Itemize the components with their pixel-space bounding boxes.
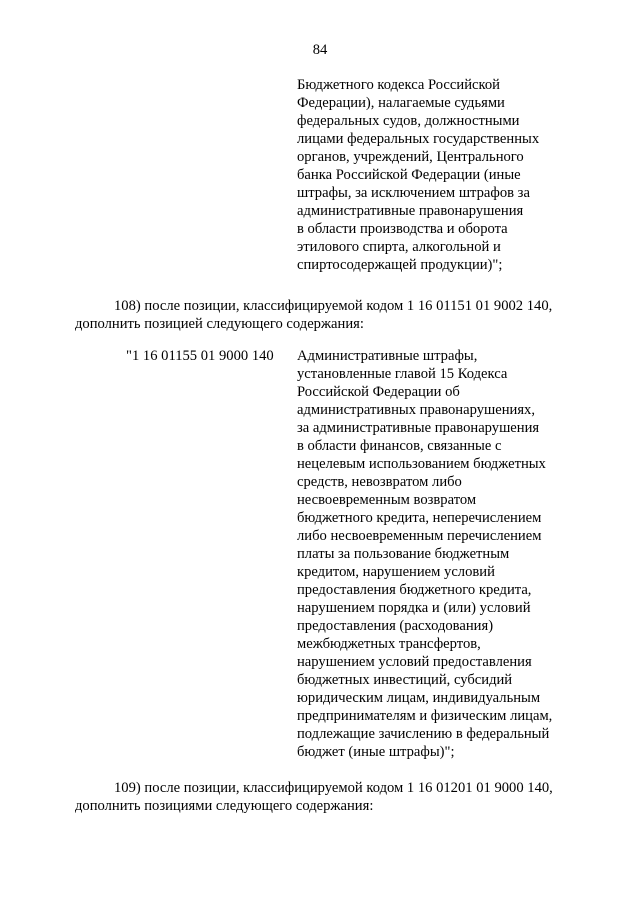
- text-line: бюджетного кредита, неперечислением: [297, 510, 542, 526]
- text-line: банка Российской Федерации (иные: [297, 167, 521, 183]
- text-line: платы за пользование бюджетным: [297, 546, 510, 562]
- text-line: либо несвоевременным перечислением: [297, 528, 542, 544]
- text-line: административные правонарушения: [297, 203, 524, 219]
- text-line: органов, учреждений, Центрального: [297, 149, 524, 165]
- text-line: за административные правонарушения: [297, 420, 540, 436]
- text-line: Российской Федерации об: [297, 384, 460, 400]
- text-line: нецелевым использованием бюджетных: [297, 456, 546, 472]
- text-line: межбюджетных трансфертов,: [297, 636, 481, 652]
- text-line: спиртосодержащей продукции)";: [297, 257, 503, 273]
- text-line: юридическим лицам, индивидуальным: [297, 690, 541, 706]
- paragraph-line: 108) после позиции, классифицируемой кодом 1 16 01151 01 9002 140,: [114, 298, 553, 314]
- text-line: средств, невозвратом либо: [297, 474, 462, 490]
- text-line: бюджет (иные штрафы)";: [297, 744, 455, 760]
- text-line: федеральных судов, должностными: [297, 113, 520, 129]
- text-line: штрафы, за исключением штрафов за: [297, 185, 530, 201]
- text-line: предоставления (расходования): [297, 618, 494, 634]
- text-line: лицами федеральных государственных: [297, 131, 540, 147]
- text-line: административных правонарушениях,: [297, 402, 535, 418]
- text-line: бюджетных инвестиций, субсидий: [297, 672, 513, 688]
- text-line: в области финансов, связанные с: [297, 438, 502, 454]
- classification-code: "1 16 01155 01 9000 140: [126, 348, 274, 364]
- text-line: этилового спирта, алкогольной и: [297, 239, 501, 255]
- text-line: Бюджетного кодекса Российской: [297, 77, 500, 93]
- text-line: Административные штрафы,: [297, 348, 478, 364]
- text-line: Федерации), налагаемые судьями: [297, 95, 505, 111]
- text-line: в области производства и оборота: [297, 221, 508, 237]
- page-number: 84: [312, 42, 328, 58]
- text-line: несвоевременным возвратом: [297, 492, 477, 508]
- text-line: предоставления бюджетного кредита,: [297, 582, 532, 598]
- paragraph-line: 109) после позиции, классифицируемой кодом 1 16 01201 01 9000 140,: [114, 780, 553, 796]
- text-line: нарушением условий предоставления: [297, 654, 532, 670]
- text-line: нарушением порядка и (или) условий: [297, 600, 531, 616]
- text-line: предпринимателям и физическим лицам,: [297, 708, 553, 724]
- paragraph-line: дополнить позициями следующего содержания:: [75, 798, 374, 814]
- text-line: установленные главой 15 Кодекса: [297, 366, 508, 382]
- paragraph-line: дополнить позицией следующего содержания:: [75, 316, 364, 332]
- text-line: кредитом, нарушением условий: [297, 564, 495, 580]
- text-line: подлежащие зачислению в федеральный: [297, 726, 550, 742]
